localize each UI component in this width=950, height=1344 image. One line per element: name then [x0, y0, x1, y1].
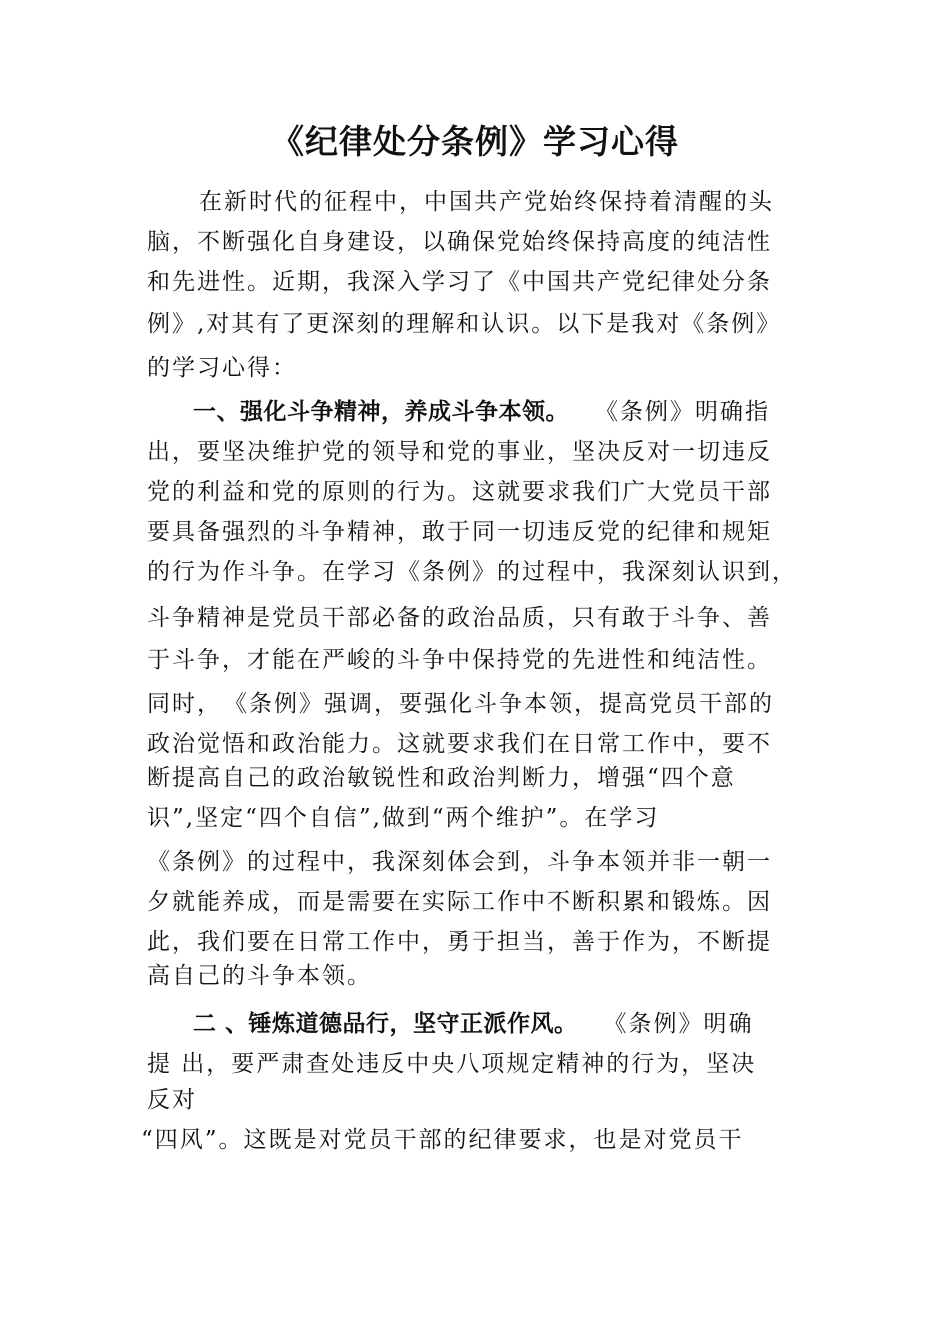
section1-line: 斗争精神是党员干部必备的政治品质，只有敢于斗争、善	[147, 605, 772, 631]
section2-line: 提 出，要严肃查处违反中央八项规定精神的行为，坚决	[147, 1051, 757, 1077]
intro-line-4: 例》,对其有了更深刻的理解和认识。以下是我对《条例》	[147, 311, 782, 337]
section1-line: 此，我们要在日常工作中，勇于担当，善于作为，不断提	[147, 929, 772, 955]
section1-heading: 一、强化斗争精神，养成斗争本领。	[193, 399, 569, 425]
intro-line-5: 的学习心得：	[147, 355, 297, 381]
section1-first-line-text: 《条例》明确指	[595, 399, 770, 425]
section1-line: 高自己的斗争本领。	[147, 963, 372, 989]
intro-line-2: 脑，不断强化自身建设，以确保党始终保持高度的纯洁性	[147, 229, 772, 255]
section1-first-line	[193, 396, 770, 428]
section1-line: 出，要坚决维护党的领导和党的事业，坚决反对一切违反	[147, 439, 772, 465]
section2-line: 反对	[147, 1087, 197, 1113]
section1-line: 于斗争，才能在严峻的斗争中保持党的先进性和纯洁性。	[147, 647, 772, 673]
intro-line-1: 在新时代的征程中，中国共产党始终保持着清醒的头	[199, 189, 774, 215]
intro-line-3: 和先进性。近期，我深入学习了《中国共产党纪律处分条	[147, 269, 772, 295]
section1-line: 夕就能养成，而是需要在实际工作中不断积累和锻炼。因	[147, 889, 772, 915]
section1-line: 党的利益和党的原则的行为。这就要求我们广大党员干部	[147, 479, 772, 505]
section1-line: 同时， 《条例》强调，要强化斗争本领，提高党员干部的	[147, 691, 774, 717]
section2-first-line-text: 《条例》明确	[603, 1011, 754, 1037]
section1-line: 断提高自己的政治敏锐性和政治判断力，增强“四个意	[147, 765, 736, 791]
section2-first-line	[193, 1008, 754, 1040]
document-title: 《纪律处分条例》学习心得	[271, 122, 679, 161]
section1-line: 《条例》的过程中，我深刻体会到，斗争本领并非一朝一	[147, 849, 772, 875]
section1-line: 识”,坚定“四个自信”,做到“两个维护”。在学习	[147, 805, 660, 831]
section1-line: 的行为作斗争。在学习《条例》的过程中，我深刻认识到，	[147, 559, 797, 585]
section1-line: 政治觉悟和政治能力。这就要求我们在日常工作中，要不	[147, 731, 772, 757]
section2-line: “四风”。这既是对党员干部的纪律要求，也是对党员干	[141, 1127, 744, 1153]
section1-line: 要具备强烈的斗争精神，敢于同一切违反党的纪律和规矩	[147, 519, 772, 545]
section2-heading: 二 、锤炼道德品行，坚守正派作风。	[193, 1011, 578, 1037]
